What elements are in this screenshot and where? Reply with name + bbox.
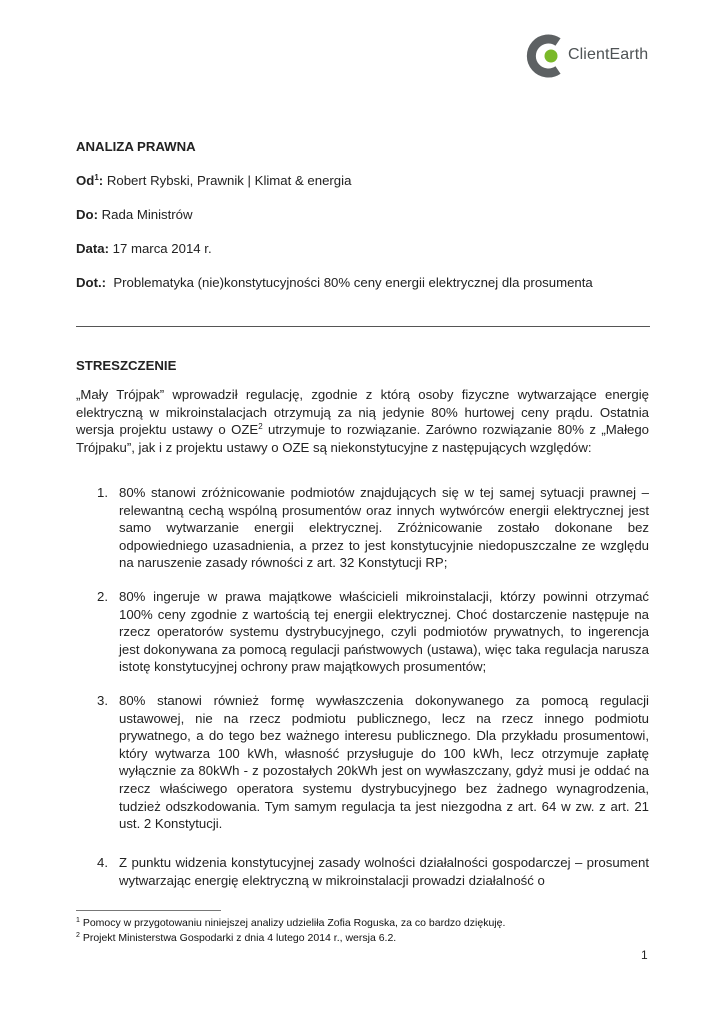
to-label: Do:	[76, 207, 98, 222]
from-label: Od$^1$:	[76, 173, 104, 188]
summary-title: STRESZCZENIE	[76, 358, 177, 373]
footnote-1: $^1$ Pomocy w przygotowaniu niniejszej analizy udzieliła Zofia Roguska, za co bardzo dziękuję.	[76, 917, 506, 929]
summary-intro: „Mały Trójpak” wprowadził regulację, zgodnie z którą osoby fizyczne wytwarzające energię elektryczną w mikroinstalacjach otrzymują za nią jedynie 80% hurtowej ceny prądu. Ostatnia wersja projektu ustawy o OZE$^2$ utrzymuje to rozwiązanie. Zarówno rozwiązanie 80% z „Małego Trójpaku”, jak i z projektu ustawy o OZE są niekonstytucyjne z następujących względów:	[76, 387, 650, 455]
date-label: Data:	[76, 241, 109, 256]
to-value: Rada Ministrów	[97, 207, 193, 222]
date-value: 17 marca 2014 r.	[108, 241, 212, 256]
list-item-text: 80% stanowi zróżnicowanie podmiotów znajdujących się w tej samej sytuacji prawnej – relewantną cechą wspólną prosumentów oraz innych wytwórców energii elektrycznej jest samo wytwarzanie energii elektrycznej. Zróżnicowanie zostało dokonane bez odpowiedniego uzasadnienia, a przez to jest konstytucyjnie niedopuszczalne ze względu na naruszenie zasady równości z art. 32 Konstytucji RP;	[119, 485, 649, 571]
subject-value: Problematyka (nie)konstytucyjności 80% ceny energii elektrycznej dla prosumenta	[106, 275, 593, 290]
list-item-number: 4.	[97, 855, 108, 870]
footnote-divider	[76, 910, 221, 911]
header-divider	[76, 326, 650, 327]
from-line	[76, 173, 351, 189]
logo-text: ClientEarth	[568, 46, 649, 63]
from-value: Robert Rybski, Prawnik | Klimat & energia	[103, 173, 352, 188]
list-item-text: 80% stanowi również formę wywłaszczenia dokonywanego za pomocą regulacji ustawowej, nie na rzecz podmiotu publicznego, lecz na rzecz innego podmiotu prywatnego, a do tego bez ważnego interesu publicznego. Dla przykładu prosumentowi, który wytwarza 100 kWh, własność przysługuje do 100 kWh, lecz otrzymuje zapłatę wyłącznie za 80kWh - z pozostałych 20kWh jest on wywłaszczany, gdyż musi je oddać na rzecz właściwego operatora systemu dystrybucyjnego bez żadnego wynagrodzenia, tudzież odszkodowania. Tym samym regulacja ta jest niezgodna z art. 64 w zw. z art. 21 ust. 2 Konstytucji.	[119, 693, 649, 832]
date-line	[76, 241, 212, 257]
to-line	[76, 207, 193, 223]
list-item-text: Z punktu widzenia konstytucyjnej zasady wolności działalności gospodarczej – prosument wytwarzając energię elektryczną w mikroinstalacji prowadzi działalność o	[119, 855, 649, 888]
clientearth-logo-icon	[525, 34, 565, 78]
subject-label: Dot.:	[76, 275, 107, 290]
list-item-text: 80% ingeruje w prawa majątkowe właścicieli mikroinstalacji, którzy powinni otrzymać 100% ceny zgodnie z wartością tej energii elektrycznej. Choć dostarczenie następuje na rzecz operatorów systemu dystrybucyjnego, czyli podmiotów prywatnych, to ingerencja jest dokonywana za pomocą regulacji państwowych (ustawa), więc taka regulacja narusza istotę konstytucyjnej ochrony praw majątkowych prosumentów;	[119, 589, 649, 675]
footnote-2: $^2$ Projekt Ministerstwa Gospodarki z dnia 4 lutego 2014 r., wersja 6.2.	[76, 932, 397, 944]
list-item-number: 2.	[97, 589, 108, 604]
list-item-number: 1.	[97, 485, 108, 500]
clientearth-logo	[525, 34, 655, 78]
list-item-number: 3.	[97, 693, 108, 708]
page-number: 1	[641, 948, 648, 962]
subject-line	[76, 275, 593, 291]
document-title: ANALIZA PRAWNA	[76, 139, 196, 154]
